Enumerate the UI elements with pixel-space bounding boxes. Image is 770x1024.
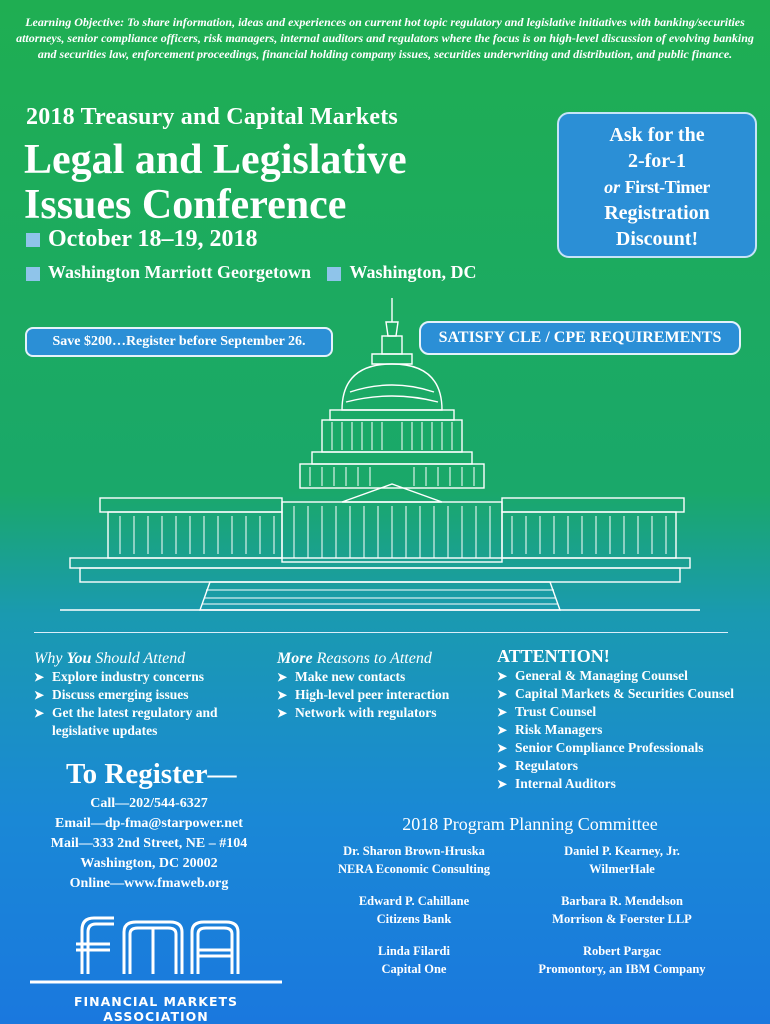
list-item: ➤ Risk Managers (497, 721, 765, 739)
member-name: Edward P. Cahillane (358, 894, 470, 908)
square-bullet-icon (26, 233, 40, 247)
committee-member (512, 942, 732, 978)
more-reasons-list (277, 668, 497, 722)
register-email[interactable]: Email—dp-fma@starpower.net (55, 816, 243, 831)
register-phone: Call—202/544-6327 (90, 796, 208, 811)
list-item: ➤ Senior Compliance Professionals (497, 739, 765, 757)
venue-text: Washington Marriott Georgetown (48, 262, 311, 282)
attention-heading: ATTENTION! (497, 646, 610, 666)
ask-line2: 2-for-1 (627, 150, 687, 172)
member-org: WilmerHale (589, 862, 655, 876)
why-attend-section (34, 650, 264, 740)
member-name: Daniel P. Kearney, Jr. (564, 844, 680, 858)
list-item: ➤ Explore industry concerns (34, 668, 264, 686)
register-heading: To Register— (66, 758, 237, 790)
conference-subtitle: 2018 Treasury and Capital Markets (26, 104, 398, 130)
committee-member (304, 842, 524, 878)
square-bullet-icon (26, 267, 40, 281)
register-contact-info (30, 794, 268, 894)
dates-text: October 18–19, 2018 (48, 226, 258, 252)
conference-venue (26, 262, 477, 283)
attention-list (497, 667, 765, 793)
more-heading-bold: More (277, 650, 313, 667)
member-name: Robert Pargac (582, 944, 662, 958)
why-heading-bold: You (66, 650, 92, 667)
member-name: Barbara R. Mendelson (561, 894, 683, 908)
ask-line3 (559, 174, 755, 200)
fma-org-name: FINANCIAL MARKETS ASSOCIATION (73, 994, 239, 1024)
ask-first-timer: First-Timer (624, 177, 710, 197)
list-item: ➤ High-level peer interaction (277, 686, 497, 704)
more-reasons-heading (277, 650, 497, 668)
committee-member (512, 842, 732, 878)
member-org: Morrison & Foerster LLP (552, 912, 692, 926)
ask-line4: Registration (604, 202, 710, 224)
register-online[interactable]: Online—www.fmaweb.org (69, 876, 229, 891)
conference-title-line2: Issues Conference (24, 182, 347, 228)
committee-member (304, 892, 524, 928)
why-attend-list (34, 668, 264, 740)
list-item: ➤ Network with regulators (277, 704, 497, 722)
register-mail: Mail—333 2nd Street, NE – #104 (50, 836, 248, 851)
ask-line1: Ask for the (609, 124, 705, 146)
more-reasons-section (277, 650, 497, 722)
ask-line5: Discount! (615, 228, 699, 250)
why-heading-post: Should Attend (91, 650, 186, 667)
list-item: ➤ Discuss emerging issues (34, 686, 264, 704)
discount-callout (557, 112, 757, 258)
city-text: Washington, DC (349, 262, 477, 282)
list-item: ➤ Internal Auditors (497, 775, 765, 793)
member-org: Promontory, an IBM Company (538, 962, 706, 976)
learning-objective: Learning Objective: To share information, ideas and experiences on current hot topic regulatory and legislative initiatives with banking/securities attorneys, senior compliance officers, risk managers, internal auditors and regulators where the focus is on high-level discussion of evolving banking and securities law, enforcement proceedings, financial holding company issues, securities underwriting and distribution, and public finance. (16, 15, 754, 61)
attention-section (497, 646, 765, 793)
member-org: Capital One (381, 962, 447, 976)
conference-title-line1: Legal and Legislative (24, 137, 407, 183)
list-item: ➤ Get the latest regulatory and legislative updates (34, 704, 264, 740)
member-name: Linda Filardi (378, 944, 450, 958)
conference-dates (26, 226, 258, 253)
cle-cpe-banner: SATISFY CLE / CPE REQUIREMENTS (419, 321, 741, 355)
why-attend-heading (34, 650, 264, 668)
ask-or: or (604, 177, 621, 197)
member-name: Dr. Sharon Brown-Hruska (343, 844, 485, 858)
why-heading-pre: Why (34, 650, 67, 667)
more-heading-post: Reasons to Attend (312, 650, 432, 667)
list-item: ➤ Trust Counsel (497, 703, 765, 721)
divider (34, 632, 728, 633)
list-item: ➤ Regulators (497, 757, 765, 775)
list-item: ➤ Make new contacts (277, 668, 497, 686)
member-org: NERA Economic Consulting (337, 862, 491, 876)
committee-member (304, 942, 524, 978)
list-item: ➤ Capital Markets & Securities Counsel (497, 685, 765, 703)
square-bullet-icon (327, 267, 341, 281)
register-mail-city: Washington, DC 20002 (80, 856, 218, 871)
committee-heading: 2018 Program Planning Committee (402, 814, 658, 834)
committee-member (512, 892, 732, 928)
early-registration-banner: Save $200…Register before September 26. (25, 327, 333, 357)
member-org: Citizens Bank (376, 912, 452, 926)
list-item: ➤ General & Managing Counsel (497, 667, 765, 685)
